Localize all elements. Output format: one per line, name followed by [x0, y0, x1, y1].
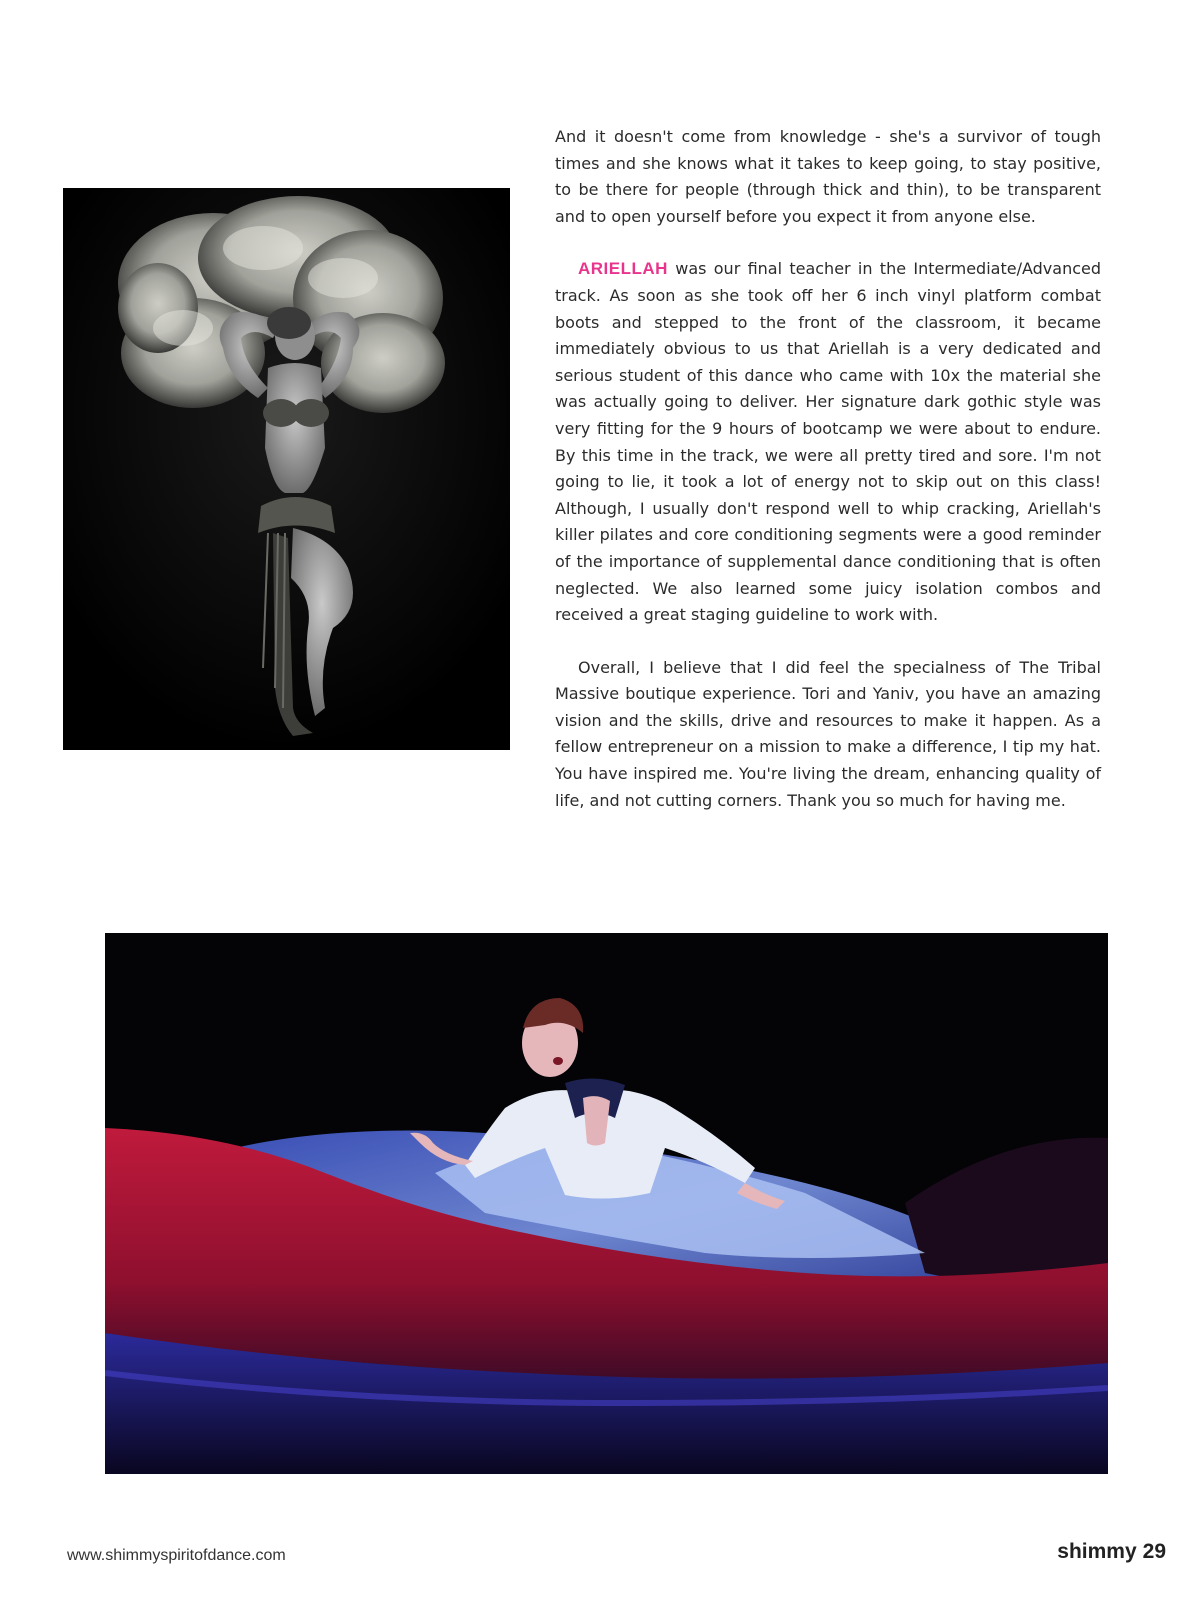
dancer-feather-fans-photo	[63, 188, 510, 750]
article-paragraph-ariellah	[555, 256, 1101, 628]
teacher-name-highlight: ARIELLAH	[578, 259, 668, 279]
footer-page-marker	[1057, 1540, 1166, 1564]
article-paragraph-text: was our final teacher in the Intermediate/Advanced track. As soon as she took off her 6 inch vinyl platform combat boots and stepped to the front of the classroom, it became immediately obvious to us that Ariellah is a very dedicated and serious student of this dance who came with 10x the material she was actually going to deliver. Her signature dark gothic style was very fitting for the 9 hours of bootcamp we were about to endure. By this time in the track, we were all pretty tired and sore. I'm not going to lie, it took a lot of energy not to skip out on this class! Although, I usually don't respond well to whip cracking, Ariellah's killer pilates and core conditioning segments were a good reminder of the importance of supplemental dance conditioning that is often neglected. We also learned some juicy isolation combos and received a great staging guideline to work with.	[555, 259, 1101, 625]
article-paragraph: Overall, I believe that I did feel the specialness of The Tribal Massive boutique experience. Tori and Yaniv, you have an amazing vision and the skills, drive and resources to make it happen. As a fellow entrepreneur on a mission to make a difference, I tip my hat. You have inspired me. You're living the dream, enhancing quality of life, and not cutting corners. Thank you so much for having me.	[555, 657, 1101, 810]
page-number: 29	[1142, 1540, 1166, 1563]
dancer-fabric-waves-photo	[105, 933, 1108, 1474]
magazine-name: shimmy	[1057, 1540, 1137, 1563]
footer-website-url: www.shimmyspiritofdance.com	[67, 1547, 286, 1564]
article-body	[555, 124, 1101, 840]
article-paragraph: And it doesn't come from knowledge - she's a survivor of tough times and she knows what it takes to keep going, to stay positive, to be there for people (through thick and thin), to be transparent and to open yourself before you expect it from anyone else.	[555, 127, 1101, 226]
